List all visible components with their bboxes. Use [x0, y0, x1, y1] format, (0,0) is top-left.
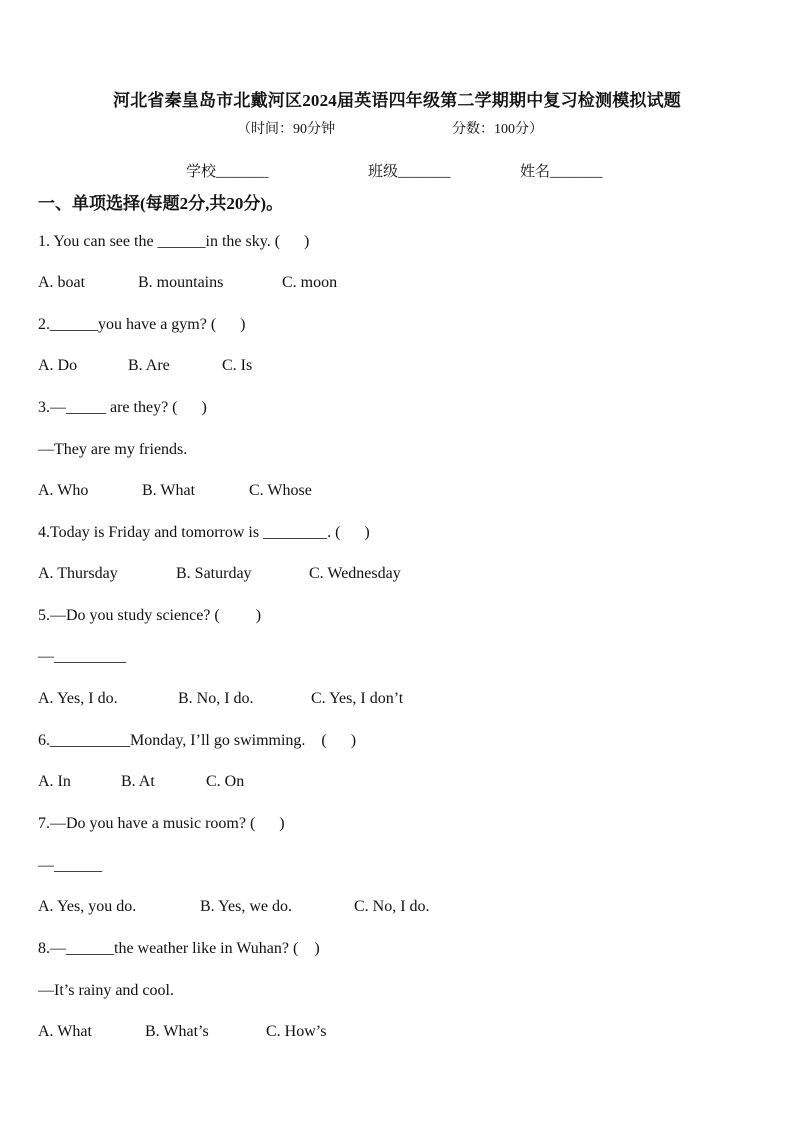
option-6b: B. At: [121, 773, 155, 790]
option-5b: B. No, I do.: [178, 690, 254, 707]
option-1a: A. boat: [38, 274, 86, 291]
question-4: 4.Today is Friday and tomorrow is ________. ( ): [38, 524, 370, 541]
question-7-response: —______: [38, 857, 102, 874]
option-3a: A. Who: [38, 482, 89, 499]
option-2a: A. Do: [38, 357, 78, 374]
question-3: 3.—_____ are they? ( ): [38, 399, 207, 416]
exam-title: 河北省秦皇岛市北戴河区2024届英语四年级第二学期期中复习检测模拟试题: [113, 91, 681, 110]
section-title: 一、单项选择(每题2分,共20分)。: [38, 194, 284, 213]
option-6a: A. In: [38, 773, 71, 790]
question-5-response: —_________: [38, 648, 126, 665]
question-3-response: —They are my friends.: [38, 441, 188, 458]
name-field: 姓名_______: [520, 164, 603, 180]
option-7b: B. Yes, we do.: [200, 898, 293, 915]
option-4b: B. Saturday: [176, 565, 252, 582]
question-8-response: —It’s rainy and cool.: [38, 982, 174, 999]
school-field: 学校_______: [186, 164, 269, 180]
option-2c: C. Is: [222, 357, 253, 374]
option-5a: A. Yes, I do.: [38, 690, 118, 707]
question-5: 5.—Do you study science? ( ): [38, 607, 262, 624]
question-6: 6.__________Monday, I’ll go swimming. ( ): [38, 732, 357, 749]
class-field: 班级_______: [368, 164, 451, 180]
exam-time: （时间：90分钟: [237, 122, 335, 137]
option-5c: C. Yes, I don’t: [311, 690, 404, 707]
option-3c: C. Whose: [249, 482, 312, 499]
option-6c: C. On: [206, 773, 245, 790]
question-8: 8.—______the weather like in Wuhan? ( ): [38, 940, 320, 957]
option-4a: A. Thursday: [38, 565, 118, 582]
option-4c: C. Wednesday: [309, 565, 401, 582]
option-8b: B. What’s: [145, 1023, 209, 1040]
exam-score: 分数：100分）: [452, 122, 543, 137]
question-1: 1. You can see the ______in the sky. ( ): [38, 233, 310, 250]
option-3b: B. What: [142, 482, 196, 499]
question-7: 7.—Do you have a music room? ( ): [38, 815, 285, 832]
option-8a: A. What: [38, 1023, 92, 1040]
option-2b: B. Are: [128, 357, 170, 374]
option-7c: C. No, I do.: [354, 898, 430, 915]
option-8c: C. How’s: [266, 1023, 327, 1040]
option-1b: B. mountains: [138, 274, 224, 291]
option-7a: A. Yes, you do.: [38, 898, 137, 915]
option-1c: C. moon: [282, 274, 338, 291]
question-2: 2.______you have a gym? ( ): [38, 316, 246, 333]
